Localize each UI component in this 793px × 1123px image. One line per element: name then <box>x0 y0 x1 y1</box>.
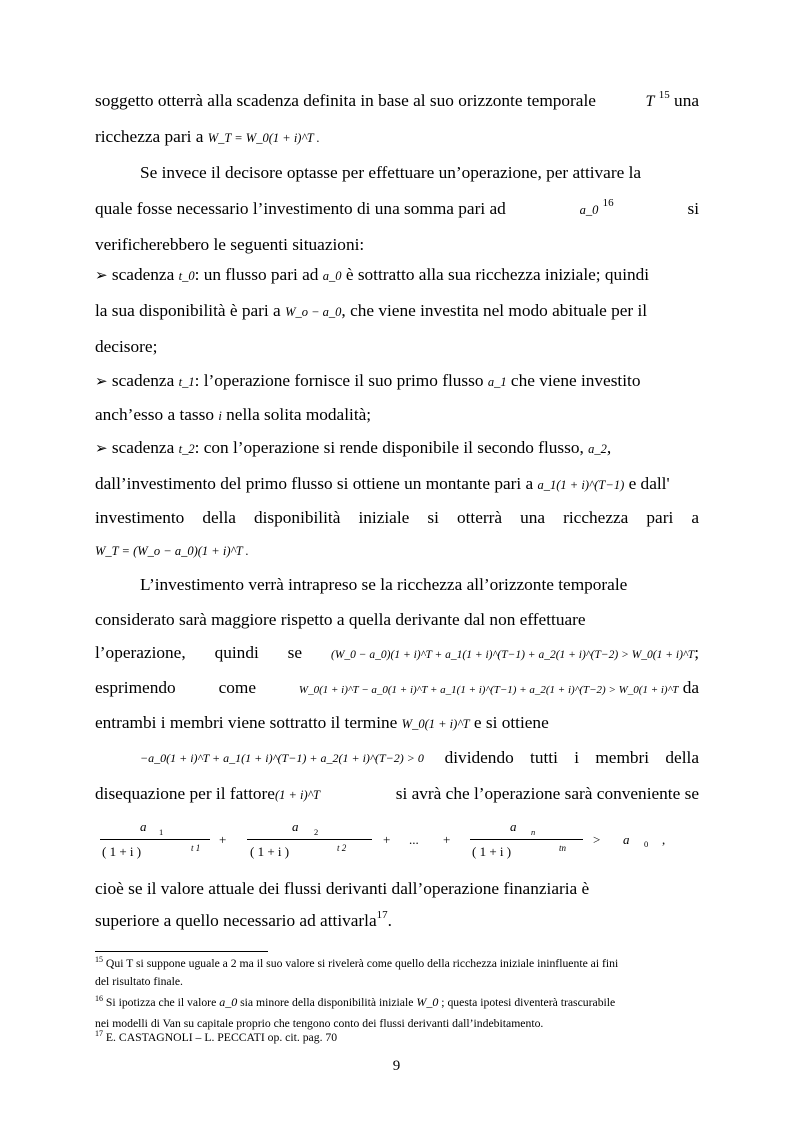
denominator-3-exp: tn <box>559 843 567 853</box>
text: quindi <box>214 643 259 662</box>
text: considerato sarà maggiore rispetto a quella derivante dal non effettuare <box>95 610 586 629</box>
text: scadenza <box>111 265 175 284</box>
bullet-line-t0 <box>95 264 699 287</box>
text-line-4 <box>95 198 699 222</box>
page-number: 9 <box>392 1058 401 1074</box>
rhs-a: a <box>623 832 630 847</box>
formula-disponibilita: W_o − a_0 <box>285 305 342 319</box>
math-a1: a_1 <box>487 375 507 389</box>
text: Si ipotizza che il valore <box>105 996 217 1009</box>
arrowhead-bullet-icon: ➢ <box>95 374 108 390</box>
formula-inequality-2: W_0(1 + i)^T − a_0(1 + i)^T + a_1(1 + i)^(T−1) + a_2(1 + i)^(T−2) > W_0(1 + i)^T <box>298 684 679 696</box>
footnote-15-cont <box>95 975 699 989</box>
comma: , <box>662 832 666 847</box>
footnote-16-mark: 16 <box>95 994 103 1003</box>
text: nei modelli di Van su capitale proprio che tengono conto dei flussi derivanti dall’indebitamento. <box>95 1017 544 1030</box>
text: nella solita modalità; <box>226 405 372 424</box>
text-line-20 <box>140 747 699 769</box>
formula-wealth-operation: W_T = (W_o − a_0)(1 + i)^T . <box>95 544 249 558</box>
math-W0: W_0 <box>416 995 439 1009</box>
text: scadenza <box>111 438 175 457</box>
text-line-13 <box>95 507 699 529</box>
arrowhead-bullet-icon: ➢ <box>95 268 108 284</box>
numerator-1-sub: 1 <box>159 827 164 837</box>
text-line-10 <box>95 404 699 427</box>
text: : un flusso pari ad <box>194 265 319 284</box>
footnote-ref-15: 15 <box>658 89 670 101</box>
text: : l’operazione fornisce il suo primo flusso <box>194 371 484 390</box>
text: la sua disponibilità è pari a <box>95 301 281 320</box>
text: si avrà che l’operazione sarà conveniente se <box>395 784 699 803</box>
text-line-8 <box>95 336 699 358</box>
text-line-5 <box>95 234 699 256</box>
denominator-3: ( 1 + i ) <box>472 844 512 859</box>
text: che viene investito <box>510 371 641 390</box>
text: superiore a quello necessario ad attivarla <box>95 911 377 930</box>
text-line-15 <box>95 574 699 596</box>
fraction-bar-2 <box>247 839 372 840</box>
text-line-24 <box>95 910 699 934</box>
text: verificherebbero le seguenti situazioni: <box>95 235 365 254</box>
footnote-17-mark: 17 <box>95 1029 103 1038</box>
math-t0: t_0 <box>178 269 195 283</box>
text-line-14 <box>95 539 699 562</box>
text: E. CASTAGNOLI – L. PECCATI op. cit. pag. 70 <box>105 1031 338 1044</box>
text: , che viene investita nel modo abituale per il <box>341 301 648 320</box>
text: come <box>218 678 256 697</box>
fraction-inequality <box>95 819 675 863</box>
numerator-2-sub: 2 <box>314 827 319 837</box>
text: scadenza <box>111 371 175 390</box>
text: Qui T si suppone uguale a 2 ma il suo valore si rivelerà come quello della ricchezza iniziale ininfluente ai fini <box>105 957 619 970</box>
numerator-3: a <box>510 819 517 834</box>
text: l’operazione, <box>95 643 186 662</box>
text: ; <box>694 643 699 662</box>
formula-wealth: W_T = W_0(1 + i)^T . <box>207 131 320 145</box>
footnote-15-mark: 15 <box>95 955 103 964</box>
text: disequazione per il fattore <box>95 784 275 803</box>
text: una <box>674 91 699 110</box>
math-a0: a_0 <box>219 995 238 1009</box>
math-i: i <box>218 409 222 423</box>
text-line-19 <box>95 712 699 735</box>
text: sia minore della disponibilità iniziale <box>240 996 414 1009</box>
text-line-23 <box>95 878 699 900</box>
math-a0: a_0 <box>579 203 599 217</box>
footnote-15 <box>95 957 699 972</box>
denominator-1: ( 1 + i ) <box>102 844 142 859</box>
text: anch’esso a tasso <box>95 405 215 424</box>
text-line-12 <box>95 473 699 496</box>
formula-inequality-1: (W_0 − a_0)(1 + i)^T + a_1(1 + i)^(T−1) + a_2(1 + i)^(T−2) > W_0(1 + i)^T <box>330 649 695 661</box>
text-line-1 <box>95 90 699 114</box>
text: se <box>287 643 303 662</box>
text: , <box>606 438 612 457</box>
text: ; questa ipotesi diventerà trascurabile <box>441 996 616 1009</box>
text: e dall' <box>628 474 670 493</box>
text: soggetto otterrà alla scadenza definita in base al suo orizzonte temporale <box>95 91 596 110</box>
text: del risultato finale. <box>95 975 183 988</box>
text-line-7 <box>95 300 699 323</box>
text: dall’investimento del primo flusso si ottiene un montante pari a <box>95 474 534 493</box>
text-line-2 <box>95 126 699 149</box>
text: : con l’operazione si rende disponibile il secondo flusso, <box>194 438 584 457</box>
footnote-16 <box>95 995 699 1011</box>
denominator-1-exp: t 1 <box>191 843 201 853</box>
text: quale fosse necessario l’investimento di una somma pari ad <box>95 199 506 218</box>
plus-sign: + <box>443 832 451 847</box>
text: dividendo tutti i membri della <box>444 748 699 767</box>
formula-inequality-3: −a_0(1 + i)^T + a_1(1 + i)^(T−1) + a_2(1 + i)^(T−2) > 0 <box>140 751 424 765</box>
footnote-ref-16: 16 <box>602 197 614 209</box>
footnote-16-cont <box>95 1017 699 1031</box>
text: esprimendo <box>95 678 176 697</box>
text: cioè se il valore attuale dei flussi derivanti dall’operazione finanziaria è <box>95 879 590 898</box>
fraction-bar-1 <box>100 839 210 840</box>
arrowhead-bullet-icon: ➢ <box>95 441 108 457</box>
numerator-2: a <box>292 819 299 834</box>
formula-factor: (1 + i)^T <box>274 788 320 802</box>
bullet-line-t2 <box>95 437 699 460</box>
denominator-2-exp: t 2 <box>337 843 347 853</box>
rhs-sub: 0 <box>644 839 649 849</box>
text-line-16 <box>95 609 699 631</box>
math-T: T <box>645 93 655 110</box>
greater-than-sign: > <box>593 832 601 847</box>
text: e si ottiene <box>473 713 549 732</box>
math-t1: t_1 <box>178 375 195 389</box>
text: si <box>687 199 699 218</box>
text: è sottratto alla sua ricchezza iniziale; quindi <box>345 265 650 284</box>
text-line-21 <box>95 783 699 806</box>
ellipsis: ... <box>409 832 419 847</box>
text: entrambi i membri viene sottratto il termine <box>95 713 398 732</box>
formula-term: W_0(1 + i)^T <box>401 717 470 731</box>
math-a0: a_0 <box>322 269 342 283</box>
text: investimento della disponibilità iniziale si otterrà una ricchezza pari a <box>95 508 699 527</box>
text: . <box>387 911 392 930</box>
footnote-ref-17: 17 <box>376 909 388 921</box>
footnote-separator <box>95 951 268 952</box>
math-t2: t_2 <box>178 442 195 456</box>
plus-sign: + <box>383 832 391 847</box>
text-line-3 <box>95 162 699 184</box>
text-line-17 <box>95 642 699 666</box>
text: decisore; <box>95 337 158 356</box>
text: L’investimento verrà intrapreso se la ricchezza all’orizzonte temporale <box>140 575 628 594</box>
text: Se invece il decisore optasse per effettuare un’operazione, per attivare la <box>140 163 642 182</box>
plus-sign: + <box>219 832 227 847</box>
text: ricchezza pari a <box>95 127 204 146</box>
denominator-2: ( 1 + i ) <box>250 844 290 859</box>
text-line-18 <box>95 677 699 701</box>
math-a2: a_2 <box>588 442 607 456</box>
numerator-1: a <box>140 819 147 834</box>
bullet-line-t1 <box>95 370 699 393</box>
text: da <box>682 678 699 697</box>
footnote-17 <box>95 1031 699 1046</box>
numerator-3-sub: n <box>531 827 536 837</box>
fraction-bar-3 <box>470 839 583 840</box>
formula-montante: a_1(1 + i)^(T−1) <box>537 478 625 492</box>
